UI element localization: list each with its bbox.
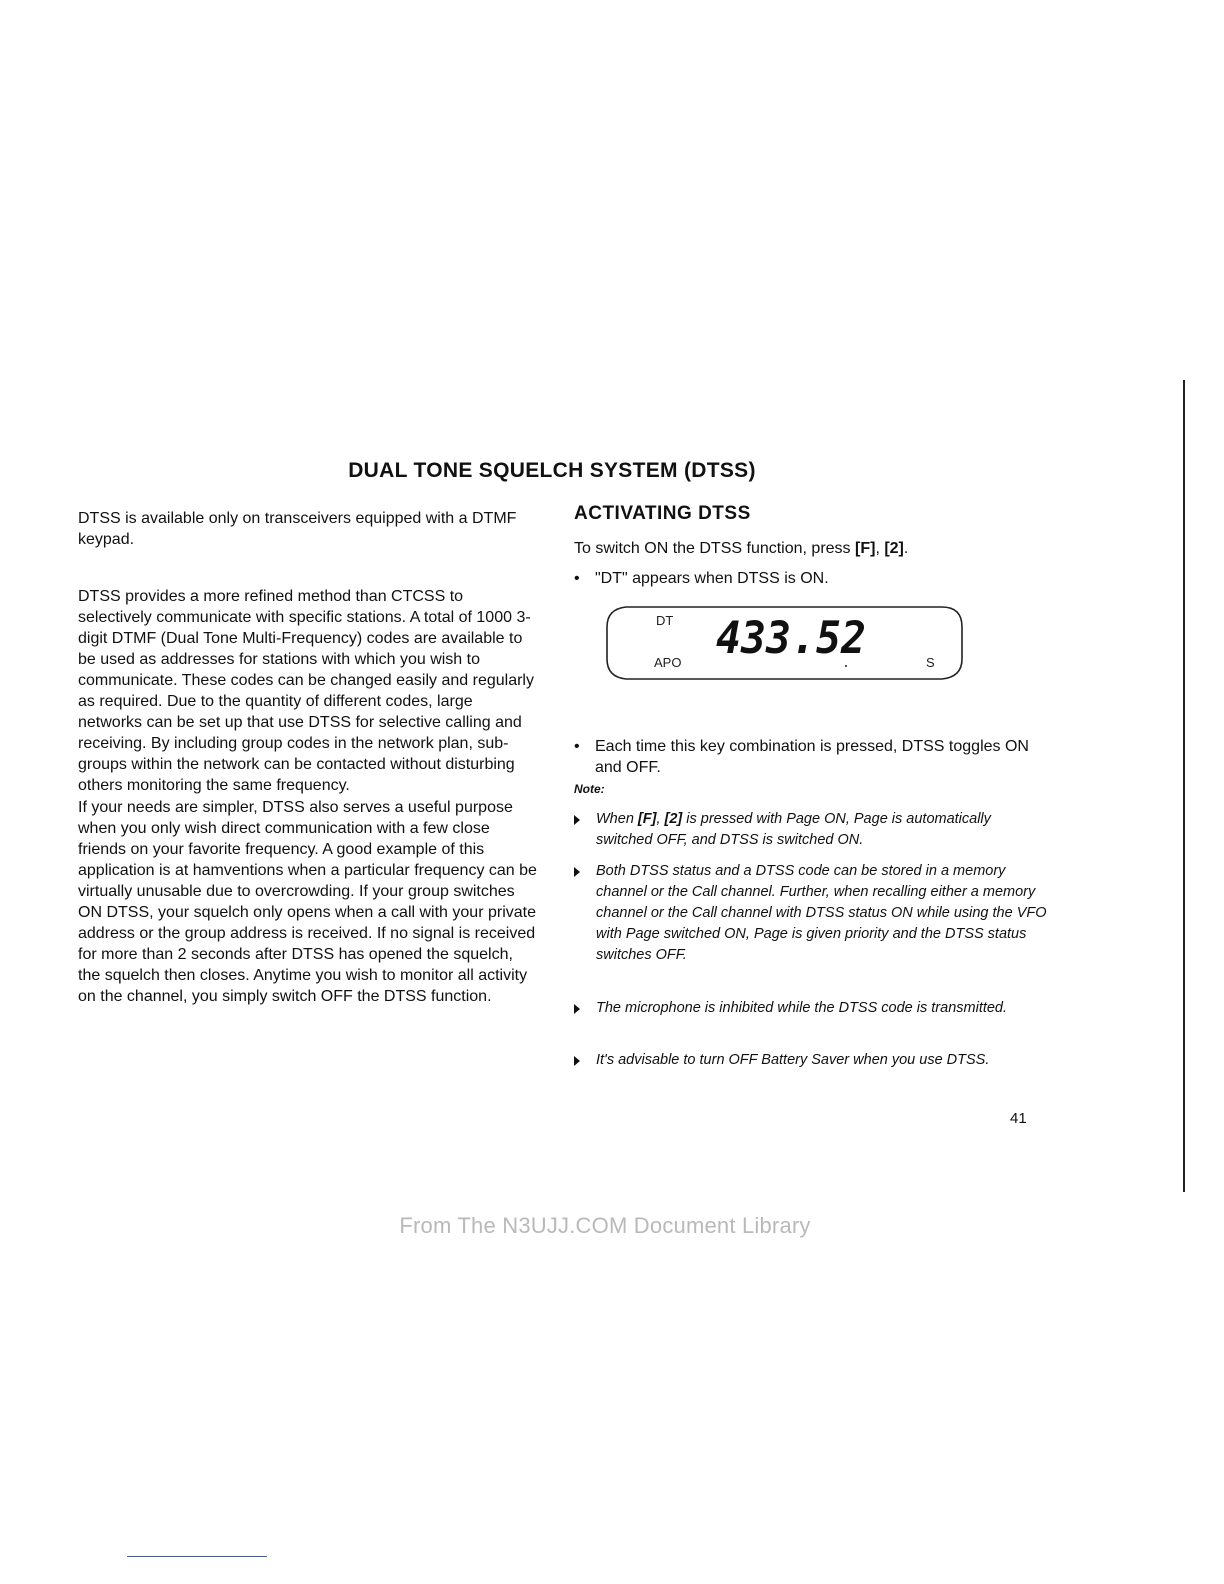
note-item-battery-saver [574,1050,1051,1071]
lcd-s-indicator: S [926,655,935,670]
page-number: 41 [1010,1110,1027,1127]
note-item-page-on [574,809,1051,851]
right-margin-rule [1183,380,1185,1192]
bullet-text: Each time this key combination is pressed, DTSS toggles ON and OFF. [595,738,1029,776]
bullet-item-toggle [574,736,1055,778]
key-2: [2] [884,540,904,557]
section-heading: ACTIVATING DTSS [574,503,751,524]
dtss-description-paragraph: DTSS provides a more refined method than CTCSS to selectively communicate with specific stations. A total of 1000 3-digit DTMF (Dual Tone Multi-Frequency) codes are available to be used as addresses for stations with which you wish to communicate. These codes can be changed easily and regularly as required. Due to the quantity of different codes, large networks can be set up that use DTSS for selective calling and receiving. By including group codes in the network plan, sub-groups within the network can be contacted without disturbing others monitoring the same frequency. [78,588,534,794]
switch-prefix: To switch ON the DTSS function, press [574,540,855,557]
switch-instruction [574,538,1034,559]
key-f: [F] [855,540,876,557]
triangle-bullet-icon [574,867,580,877]
triangle-bullet-icon [574,1056,580,1066]
triangle-bullet-icon [574,1004,580,1014]
note-key-separator: , [656,811,665,827]
note-item-microphone [574,998,1051,1019]
switch-suffix: . [903,540,909,557]
note-key-f: [F] [637,811,657,827]
lcd-apo-indicator: APO [654,655,682,670]
note-label: Note: [574,782,605,796]
note-text: It's advisable to turn OFF Battery Saver when you use DTSS. [596,1052,990,1068]
library-watermark: From The N3UJJ.COM Document Library [399,1213,811,1238]
lcd-dt-indicator: DT [656,613,674,628]
bullet-dot-icon: • [574,738,580,755]
bullet-dot-icon: • [574,570,580,587]
note-text: The microphone is inhibited while the DTSS code is transmitted. [596,1000,1008,1016]
note-text: is pressed with Page ON, Page is automatically switched OFF, and DTSS is switched ON. [596,811,991,848]
page-title: DUAL TONE SQUELCH SYSTEM (DTSS) [348,459,756,482]
key-separator: , [875,540,885,557]
lcd-frequency-readout: 433.52 [716,613,866,664]
bullet-text: "DT" appears when DTSS is ON. [595,570,829,587]
triangle-bullet-icon [574,815,580,825]
dtss-usage-paragraph: If your needs are simpler, DTSS also serves a useful purpose when you only wish direct communication with a few close friends on your favorite frequency. A good example of this application is at hamventions when a particular frequency can be virtually unusable due to overcrowding. If your group switches ON DTSS, your squelch only opens when a call with your private address or the group address is received. If no signal is received for more than 2 seconds after DTSS has opened the squelch, the squelch then closes. Anytime you wish to monitor all activity on the channel, you simply switch OFF the DTSS function. [78,799,537,1005]
bottom-divider [127,1556,267,1557]
bullet-item-dt-appears [574,568,1055,589]
note-key-2: [2] [664,811,683,827]
lcd-decimal-dot-icon [845,665,847,667]
note-prefix: When [596,811,638,827]
lcd-display-illustration [604,603,964,683]
note-text: Both DTSS status and a DTSS code can be stored in a memory channel or the Call channel. Further, when recalling either a memory channel or the Call channel with DTSS status ON while using the VFO with Page switched ON, Page is given priority and the DTSS status switches OFF. [596,863,1047,963]
intro-paragraph: DTSS is available only on transceivers equipped with a DTMF keypad. [78,510,517,548]
note-item-memory-storage [574,861,1051,966]
